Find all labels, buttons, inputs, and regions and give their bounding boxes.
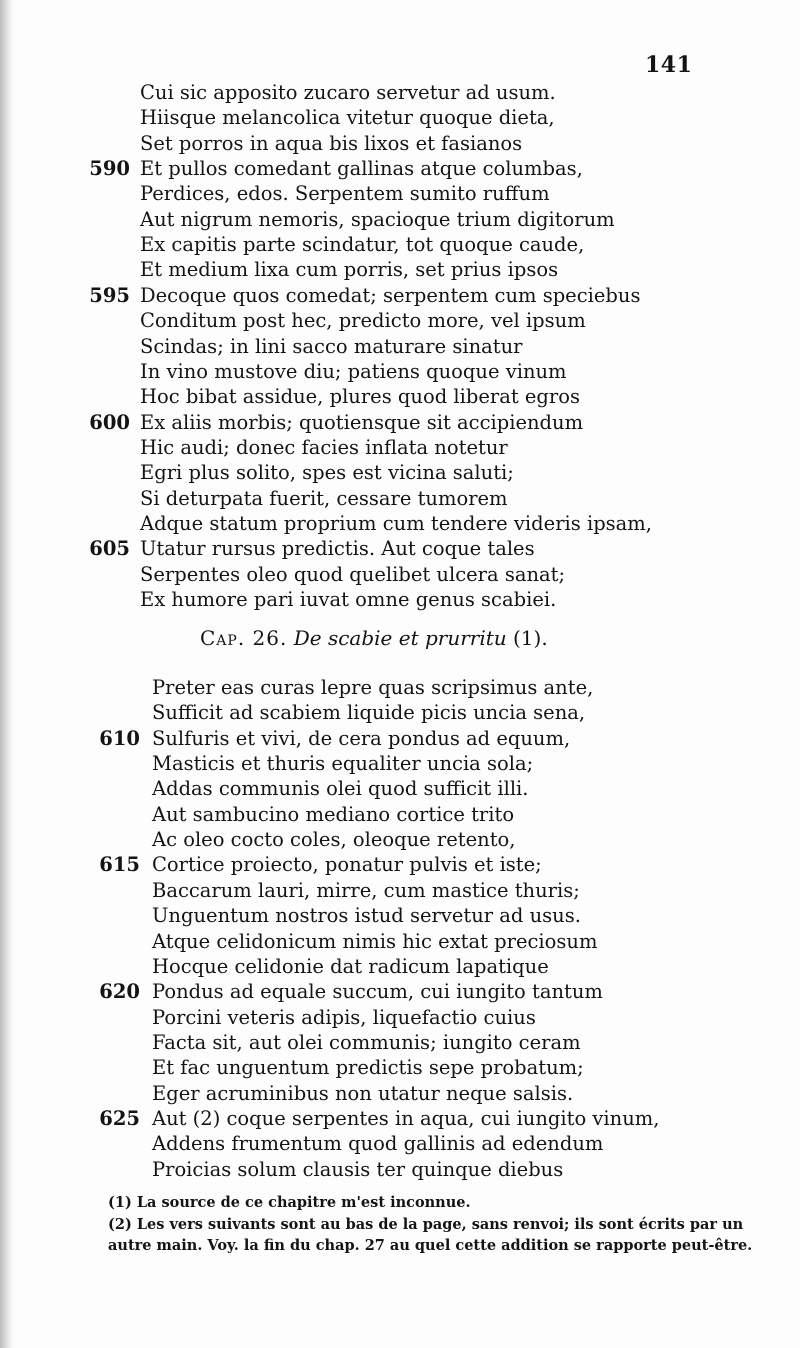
verse-text: Sufficit ad scabiem liquide picis uncia sena, [152, 701, 586, 725]
verse-text: Perdices, edos. Serpentem sumito ruffum [140, 182, 550, 206]
verse-text: Set porros in aqua bis lixos et fasianos [140, 131, 523, 155]
chapter-heading [200, 624, 620, 652]
verse-text: Hocque celidonie dat radicum lapatique [152, 954, 549, 978]
line-number: 615 [99, 853, 140, 877]
verse-text: Serpentes oleo quod quelibet ulcera sanat; [140, 562, 566, 586]
footnote-2: (2) Les vers suivants sont au bas de la page, sans renvoi; ils sont écrits par un autre main. Voy. la fin du chap. 27 au quel cette addition se rapporte peut-être. [108, 1216, 753, 1254]
line-number: 590 [89, 157, 130, 181]
verse-text: Ex aliis morbis; quotiensque sit accipiendum [140, 410, 584, 434]
verse-text: Masticis et thuris equaliter uncia sola; [152, 752, 534, 776]
verse-text: Scindas; in lini sacco maturare sinatur [140, 334, 523, 358]
chapter-note-ref: (1). [513, 626, 548, 650]
verse-text: Atque celidonicum nimis hic extat preciosum [152, 929, 598, 953]
line-number: 625 [99, 1106, 140, 1130]
verse-text: Et pullos comedant gallinas atque columbas, [140, 157, 583, 181]
verse-text: Adque statum proprium cum tendere videris ipsam, [140, 511, 652, 535]
verse-text: Decoque quos comedat; serpentem cum speciebus [140, 283, 641, 307]
verse-text: Baccarum lauri, mirre, cum mastice thuris; [152, 878, 580, 902]
verse-text: Ac oleo cocto coles, oleoque retento, [152, 828, 516, 852]
verse-text: Hoc bibat assidue, plures quod liberat egros [140, 385, 580, 409]
verse-text: Conditum post hec, predicto more, vel ipsum [140, 309, 586, 333]
verse-text: Cui sic apposito zucaro servetur ad usum. [140, 81, 556, 104]
line-number: 605 [89, 537, 130, 561]
verse-text: Eger acruminibus non utatur neque salsis. [152, 1081, 574, 1105]
verse-text: Aut sambucino mediano cortice trito [152, 802, 515, 826]
verse-text: Proicias solum clausis ter quinque diebus [152, 1157, 564, 1181]
verse-text: Aut nigrum nemoris, spacioque trium digitorum [140, 207, 615, 231]
verse-text: Unguentum nostros istud servetur ad usus. [152, 904, 581, 928]
verse-text: Addas communis olei quod sufficit illi. [152, 777, 529, 801]
verse-text: Pondus ad equale succum, cui iungito tantum [152, 980, 603, 1004]
verse-text: Egri plus solito, spes est vicina saluti; [140, 461, 514, 485]
verse-text: Aut (2) coque serpentes in aqua, cui iungito vinum, [152, 1106, 660, 1130]
footnote-1: (1) La source de ce chapitre m'est inconnue. [108, 1194, 471, 1211]
verse-text: Cortice proiecto, ponatur pulvis et iste; [152, 853, 542, 877]
page-number: 141 [645, 52, 693, 78]
verse-text: Porcini veteris adipis, liquefactio cuius [152, 1005, 536, 1029]
line-number: 620 [99, 980, 140, 1004]
verse-text: Si deturpata fuerit, cessare tumorem [140, 486, 508, 510]
verse-text: Et medium lixa cum porris, set prius ipsos [140, 258, 559, 282]
verse-text: Hiisque melancolica vitetur quoque dieta, [140, 106, 555, 130]
verse-text: Addens frumentum quod gallinis ad edendum [152, 1132, 604, 1156]
page-spine-shadow [0, 0, 14, 1348]
verse-text: Utatur rursus predictis. Aut coque tales [140, 537, 535, 561]
line-number: 595 [89, 283, 130, 307]
verse-text: Et fac unguentum predictis sepe probatum; [152, 1056, 584, 1080]
line-number: 610 [99, 726, 140, 750]
verse-text: Ex capitis parte scindatur, tot quoque caude, [140, 233, 585, 257]
chapter-label: Cap. 26. [200, 626, 288, 650]
verse-text: Facta sit, aut olei communis; iungito ceram [152, 1030, 581, 1054]
verse-text: Sulfuris et vivi, de cera pondus ad equum, [152, 726, 571, 750]
verse-text: In vino mustove diu; patiens quoque vinum [140, 359, 567, 383]
verse-text: Ex humore pari iuvat omne genus scabiei. [140, 588, 557, 611]
verse-text: Preter eas curas lepre quas scripsimus ante, [152, 676, 594, 699]
line-number: 600 [89, 410, 130, 434]
verse-text: Hic audi; donec facies inflata notetur [140, 435, 508, 459]
chapter-title: De scabie et prurritu [293, 626, 507, 650]
